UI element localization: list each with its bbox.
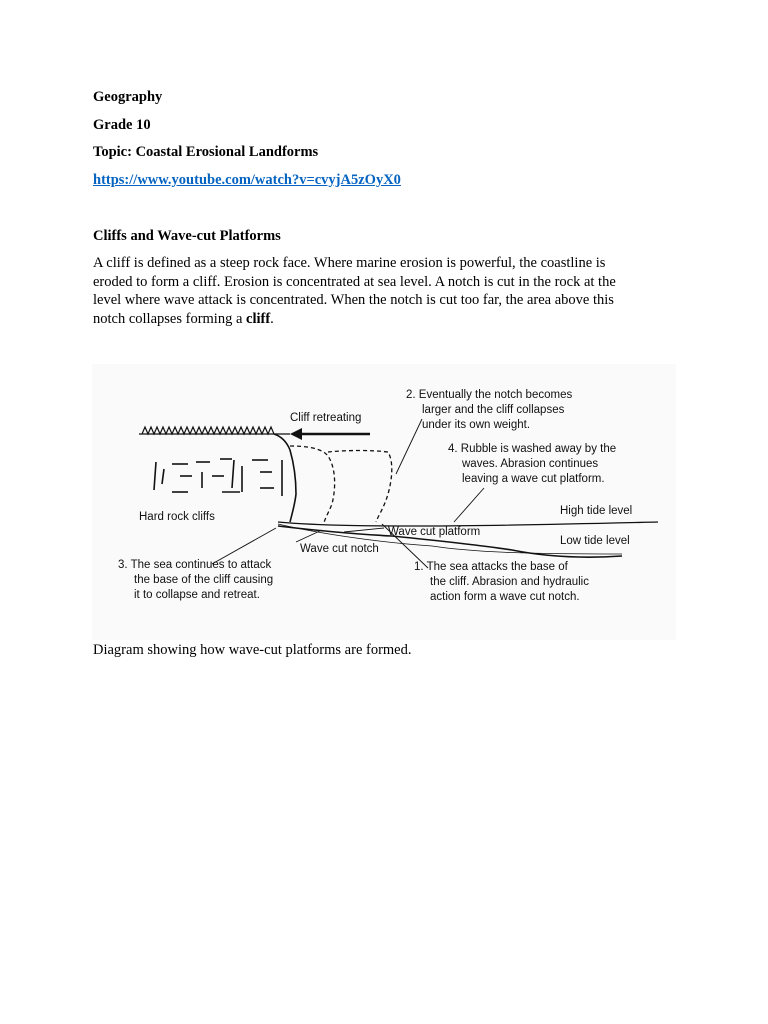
- wave-cut-platform-diagram: [92, 364, 676, 640]
- paragraph-bold-word: cliff: [246, 310, 271, 327]
- label-step1-line2: the cliff. Abrasion and hydraulic: [430, 576, 589, 588]
- paragraph-line-last: [93, 310, 663, 329]
- label-high-tide: High tide level: [560, 505, 633, 517]
- dashed-cliff-profiles: [290, 446, 392, 524]
- label-hard-rock: Hard rock cliffs: [139, 511, 215, 523]
- label-cliff-retreating: Cliff retreating: [290, 412, 362, 424]
- retreat-arrow: [290, 428, 370, 440]
- label-step1-line1: 1. The sea attacks the base of: [414, 561, 568, 573]
- section-heading: Cliffs and Wave-cut Platforms: [93, 228, 281, 244]
- label-step3-line3: it to collapse and retreat.: [134, 589, 260, 601]
- link-line: [93, 171, 401, 189]
- cliff-top-vegetation: [139, 427, 290, 434]
- label-low-tide: Low tide level: [560, 535, 630, 547]
- label-wave-cut-notch: Wave cut notch: [300, 543, 379, 555]
- section-paragraph: [93, 254, 663, 328]
- grade-title: Grade 10: [93, 117, 151, 133]
- youtube-link[interactable]: https://www.youtube.com/watch?v=cvyjA5zOyX0: [93, 172, 401, 188]
- paragraph-line: level where wave attack is concentrated. When the notch is cut too far, the area above this: [93, 292, 614, 308]
- diagram-svg: [92, 364, 676, 640]
- label-wave-cut-platform: Wave cut platform: [388, 526, 481, 538]
- label-step4-line3: leaving a wave cut platform.: [462, 473, 605, 485]
- paragraph-line: eroded to form a cliff. Erosion is concentrated at sea level. A notch is cut in the rock at the: [93, 273, 616, 290]
- label-step2-line2: larger and the cliff collapses: [422, 404, 565, 416]
- hard-rock-cliff: [154, 434, 296, 522]
- label-step4-line2: waves. Abrasion continues: [462, 458, 599, 470]
- label-step3-line2: the base of the cliff causing: [134, 574, 274, 586]
- subject-title: Geography: [93, 89, 163, 105]
- label-step1-line3: action form a wave cut notch.: [430, 591, 580, 603]
- paragraph-end: .: [270, 310, 274, 327]
- diagram-caption: Diagram showing how wave-cut platforms are formed.: [93, 642, 412, 658]
- label-step2-line3: under its own weight.: [422, 419, 531, 431]
- label-step2-line1: 2. Eventually the notch becomes: [406, 389, 573, 401]
- label-step3-line1: 3. The sea continues to attack: [118, 559, 272, 571]
- topic-title: Topic: Coastal Erosional Landforms: [93, 144, 319, 160]
- paragraph-line: notch collapses forming a: [93, 310, 247, 327]
- label-step4-line1: 4. Rubble is washed away by the: [448, 443, 617, 455]
- paragraph-line: A cliff is defined as a steep rock face. Where marine erosion is powerful, the coastline is: [93, 255, 606, 271]
